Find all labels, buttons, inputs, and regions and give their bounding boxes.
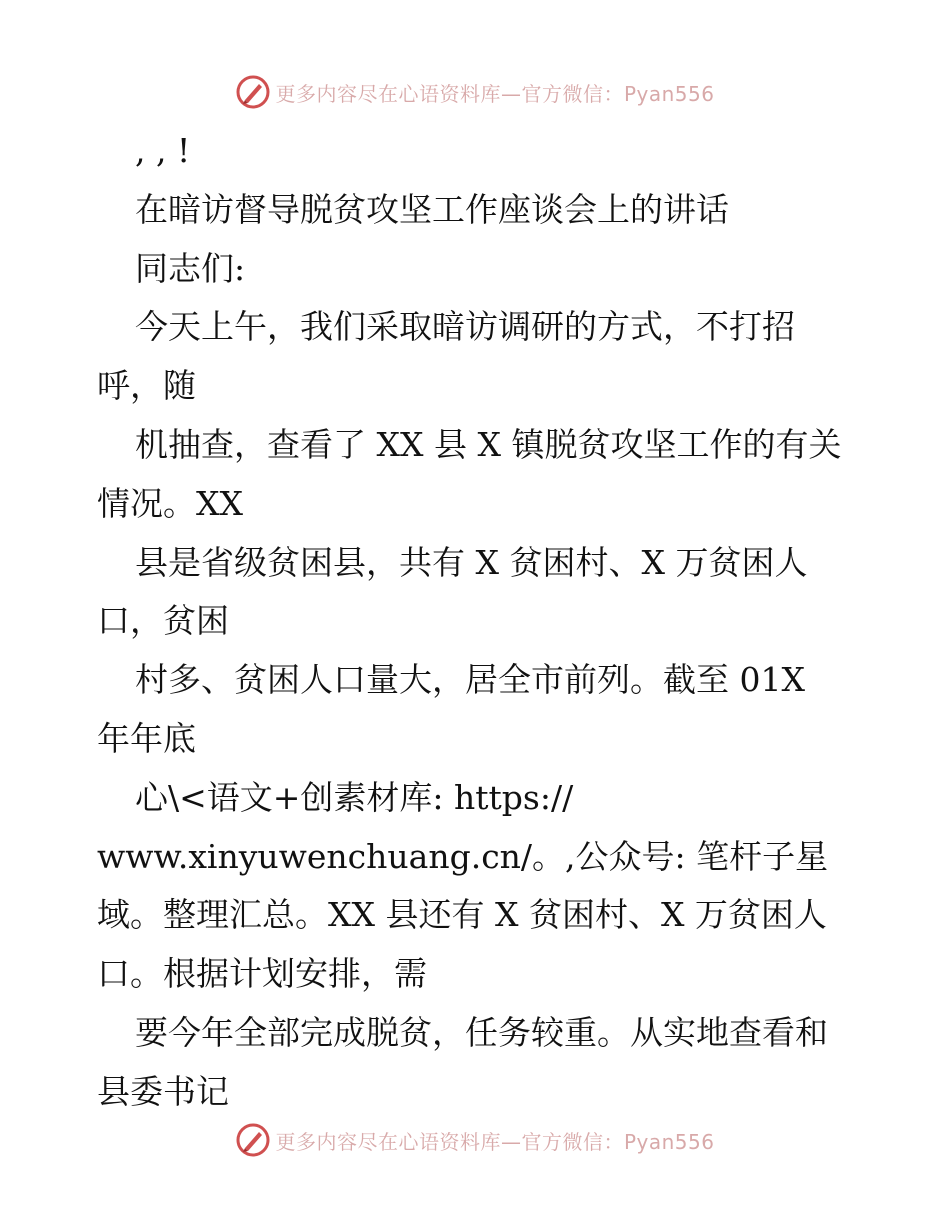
header-watermark bbox=[0, 72, 950, 112]
text-line-10: 村多、贫困人口量大，居全市前列。截至 01X bbox=[135, 660, 805, 700]
footer-watermark bbox=[0, 1120, 950, 1160]
text-line-9: 口，贫困 bbox=[97, 601, 229, 641]
text-line-8: 县是省级贫困县，共有 X 贫困村、X 万贫困人 bbox=[135, 542, 808, 582]
text-line-17: 县委书记 bbox=[97, 1071, 229, 1111]
text-line-15: 口。根据计划安排，需 bbox=[97, 954, 427, 994]
text-line-5: 呼，随 bbox=[97, 366, 196, 406]
text-line-6: 机抽查，查看了 XX 县 X 镇脱贫攻坚工作的有关 bbox=[135, 424, 842, 464]
text-line-7: 情况。XX bbox=[97, 483, 243, 523]
footer-watermark-text: 更多内容尽在心语资料库—官方微信：Pyan556 bbox=[275, 1129, 715, 1154]
text-line-12: 心\<语文+创素材库: https:// bbox=[135, 777, 574, 817]
text-line-1: , , ! bbox=[135, 131, 191, 170]
text-line-11: 年年底 bbox=[97, 718, 196, 758]
document-body bbox=[97, 122, 857, 1122]
text-line-4: 今天上午，我们采取暗访调研的方式，不打招 bbox=[135, 307, 795, 347]
speech-title: 在暗访督导脱贫攻坚工作座谈会上的讲话 bbox=[135, 189, 729, 229]
salutation: 同志们: bbox=[135, 248, 246, 288]
pen-logo-icon bbox=[235, 74, 271, 110]
text-line-13: www.xinyuwenchuang.cn/。,公众号: 笔杆子星 bbox=[97, 836, 829, 876]
text-line-16: 要今年全部完成脱贫，任务较重。从实地查看和 bbox=[135, 1012, 828, 1052]
pen-logo-icon bbox=[235, 1122, 271, 1158]
text-line-14: 域。整理汇总。XX 县还有 X 贫困村、X 万贫困人 bbox=[97, 895, 827, 935]
header-watermark-text: 更多内容尽在心语资料库—官方微信：Pyan556 bbox=[275, 81, 715, 106]
